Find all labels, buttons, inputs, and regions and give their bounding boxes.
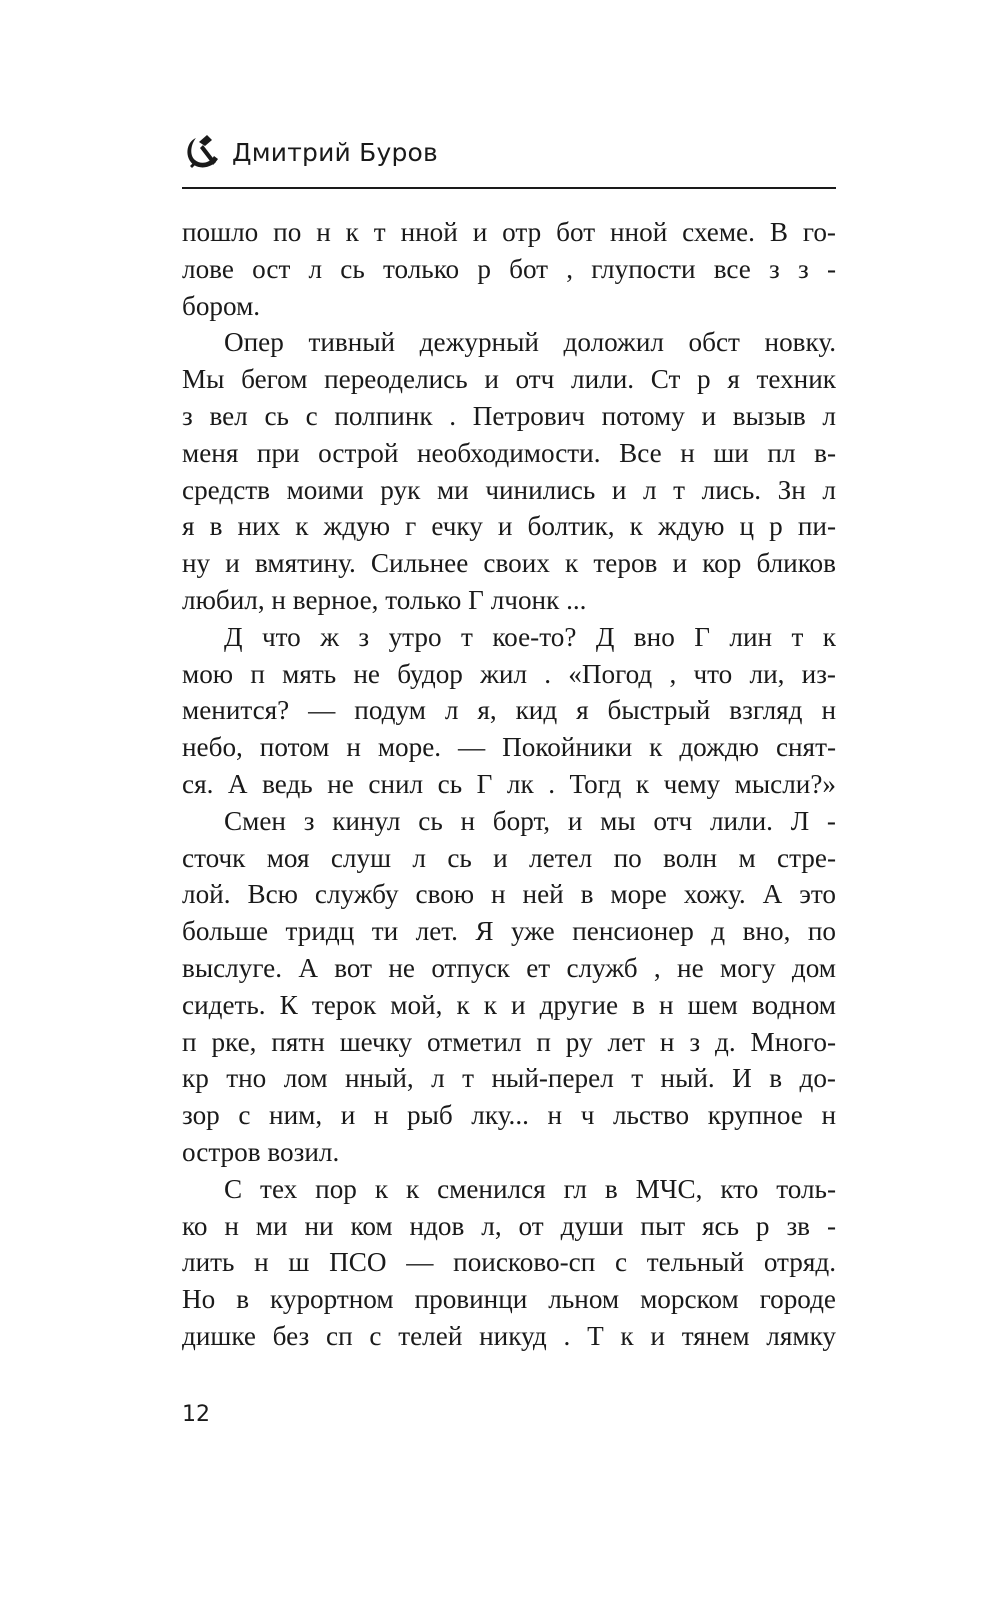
- text-line: я в них к ждую г ечку и болтик, к ждую ц р пи-: [182, 511, 836, 542]
- text-line: п рке, пятн шечку отметил п ру лет н з д. Много-: [182, 1026, 836, 1057]
- text-line: меня при острой необходимости. Все н ши пл в-: [182, 437, 836, 468]
- body-text: [182, 214, 836, 1355]
- text-line: любил, н верное, только Г лчонк ...: [182, 584, 587, 615]
- text-line: Опер тивный дежурный доложил обст новку.: [224, 327, 836, 358]
- text-line: Мы бегом переоделись и отч лили. Ст р я техник: [182, 364, 836, 395]
- header-rule: [182, 187, 836, 189]
- text-line: остров возил.: [182, 1136, 340, 1167]
- text-line: больше тридц ти лет. Я уже пенсионер д вно, по: [182, 916, 836, 947]
- text-line: кр тно лом нный, л т ный-перел т ный. И в до-: [182, 1063, 836, 1094]
- text-line: средств моими рук ми чинились и л т лись. Зн л: [182, 474, 836, 505]
- text-line: сточк моя слуш л сь и летел по волн м стре-: [182, 842, 836, 873]
- text-line: з вел сь с полпинк . Петрович потому и вызыв л: [182, 400, 836, 431]
- text-line: дишке без сп с телей никуд . Т к и тянем лямку: [182, 1320, 836, 1351]
- text-line: пошло по н к т нной и отр бот нной схеме. В го-: [182, 217, 836, 247]
- text-line: зор с ним, и н рыб лку... н ч льство крупное н: [182, 1100, 836, 1131]
- text-line: ся. А ведь не снил сь Г лк . Тогд к чему мысли?»: [182, 768, 836, 799]
- author-name: Дмитрий Буров: [232, 138, 438, 167]
- text-line: менится? — подум л я, кид я быстрый взгляд н: [182, 695, 836, 726]
- text-line: лой. Всю службу свою н ней в море хожу. А это: [182, 879, 836, 910]
- text-line: Д что ж з утро т кое-то? Д вно Г лин т к: [224, 621, 836, 652]
- text-line: небо, потом н море. — Покойники к дождю снят-: [182, 732, 836, 763]
- text-line: выслуге. А вот не отпуск ет служб , не могу дом: [182, 952, 836, 983]
- text-line: ну и вмятину. Сильнее своих к теров и кор бликов: [182, 548, 836, 579]
- text-line: Смен з кинул сь н борт, и мы отч лили. Л -: [224, 805, 836, 836]
- text-line: бором.: [182, 290, 261, 321]
- text-line: сидеть. К терок мой, к к и другие в н шем водном: [182, 989, 836, 1020]
- text-line: ко н ми ни ком ндов л, от души пыт ясь р зв -: [182, 1210, 836, 1241]
- text-line: С тех пор к к сменился гл в МЧС, кто толь-: [224, 1173, 836, 1204]
- running-header: [182, 128, 836, 184]
- hammer-and-sickle-icon: [182, 132, 222, 172]
- text-line: лить н ш ПСО — поисково-сп с тельный отряд.: [182, 1247, 836, 1278]
- text-line: Но в курортном провинци льном морском городе: [182, 1284, 836, 1315]
- text-line: мою п мять не будор жил . «Погод , что ли, из-: [182, 658, 836, 689]
- page-number: 12: [182, 1402, 210, 1427]
- text-line: лове ост л сь только р бот , глупости все з з -: [182, 253, 836, 284]
